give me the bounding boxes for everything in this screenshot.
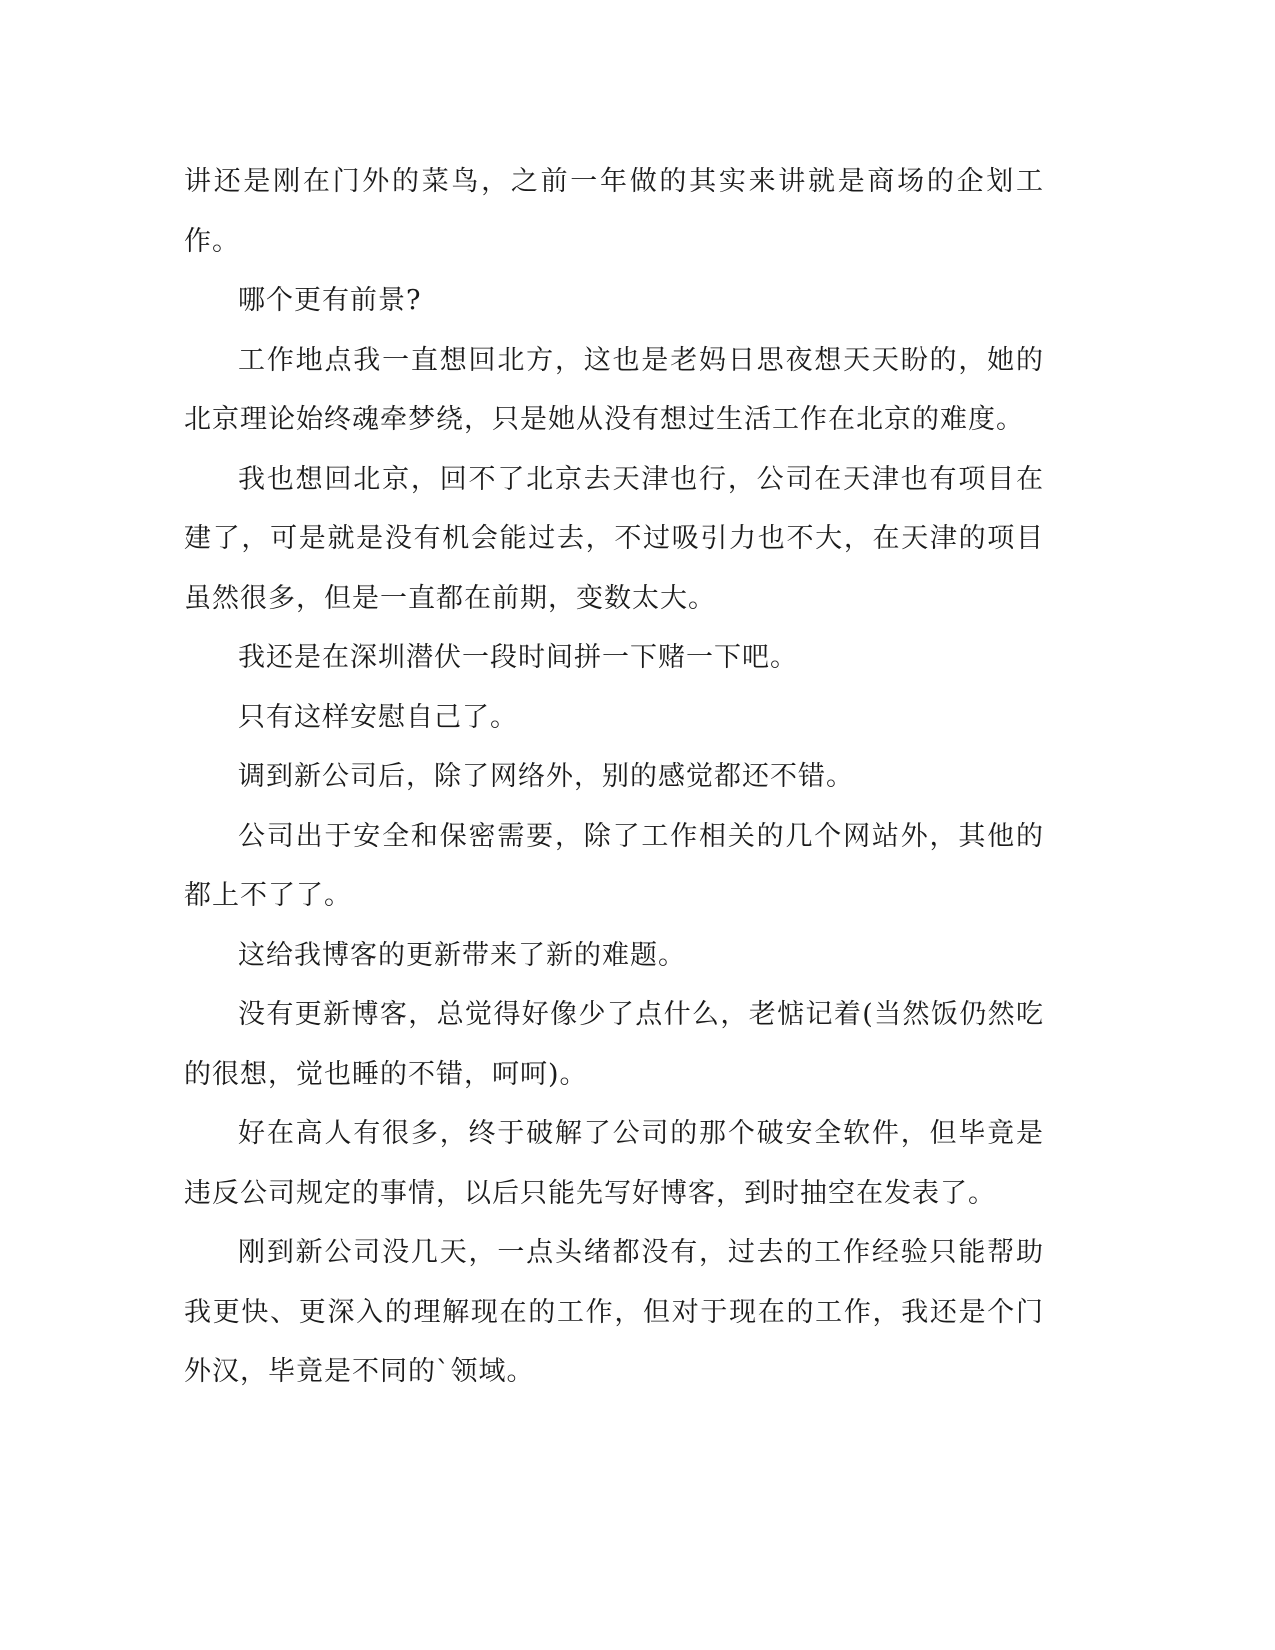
paragraph-1: 讲还是刚在门外的菜鸟，之前一年做的其实来讲就是商场的企划工作。 <box>184 166 1044 257</box>
paragraph-5: 我还是在深圳潜伏一段时间拼一下赌一下吧。 <box>238 642 798 673</box>
paragraph-2: 哪个更有前景? <box>238 285 422 316</box>
paragraph-6: 只有这样安慰自己了。 <box>238 701 518 733</box>
paragraph-10: 没有更新博客，总觉得好像少了点什么，老惦记着(当然饭仍然吃的很想，觉也睡的不错，呵呵)。 <box>184 999 1044 1090</box>
paragraph-12: 刚到新公司没几天，一点头绪都没有，过去的工作经验只能帮助我更快、更深入的理解现在的工作，但对于现在的工作，我还是个门外汉，毕竟是不同的`领域。 <box>184 1237 1044 1387</box>
paragraph-4: 我也想回北京，回不了北京去天津也行，公司在天津也有项目在建了，可是就是没有机会能过去，不过吸引力也不大，在天津的项目虽然很多，但是一直都在前期，变数太大。 <box>184 463 1044 614</box>
paragraph-9: 这给我博客的更新带来了新的难题。 <box>238 939 686 971</box>
paragraph-3: 工作地点我一直想回北方，这也是老妈日思夜想天天盼的，她的北京理论始终魂牵梦绕，只是她从没有想过生活工作在北京的难度。 <box>184 344 1044 435</box>
document-body <box>184 152 1044 1402</box>
paragraph-11: 好在高人有很多，终于破解了公司的那个破安全软件，但毕竟是违反公司规定的事情，以后只能先写好博客，到时抽空在发表了。 <box>184 1118 1044 1209</box>
paragraph-8: 公司出于安全和保密需要，除了工作相关的几个网站外，其他的都上不了了。 <box>184 820 1044 911</box>
paragraph-7: 调到新公司后，除了网络外，别的感觉都还不错。 <box>238 761 854 792</box>
